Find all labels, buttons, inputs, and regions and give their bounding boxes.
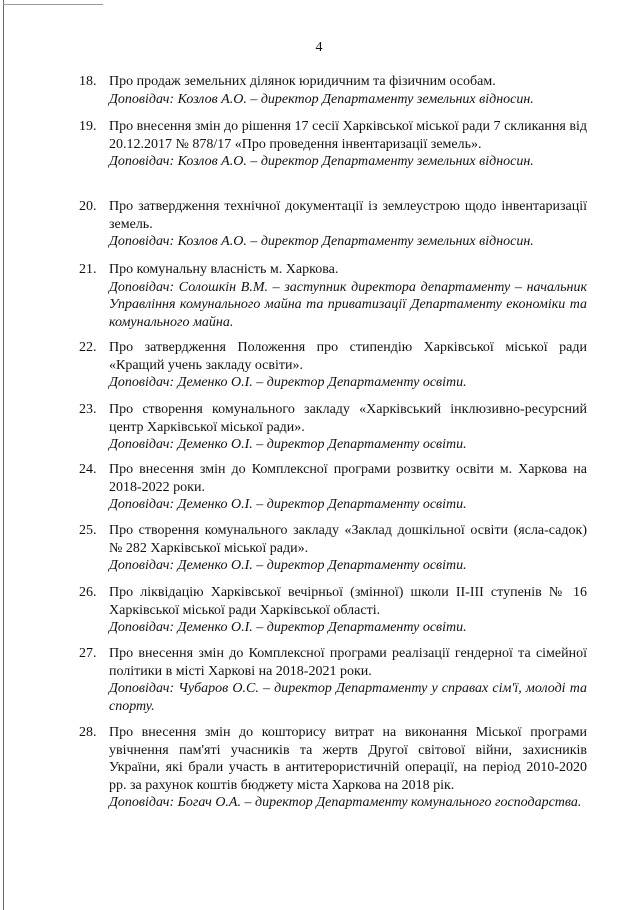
agenda-item-title: Про комунальну власність м. Харкова.: [109, 262, 339, 277]
agenda-item-title: Про внесення змін до рішення 17 сесії Харківської міської ради 7 скликання від 20.12.2017 № 878/17 «Про проведення інвентаризації земель».: [109, 119, 587, 152]
agenda-item-title: Про ліквідацію Харківської вечірньої (змінної) школи ІІ-ІІІ ступенів № 16 Харківської міської ради Харківської області.: [109, 585, 587, 618]
agenda-item-speaker: Доповідач: Чубаров О.С. – директор Департаменту у справах сім'ї, молоді та спорту.: [109, 681, 587, 714]
agenda-item-speaker: Доповідач: Деменко О.І. – директор Департаменту освіти.: [109, 620, 467, 635]
agenda-item-speaker: Доповідач: Козлов А.О. – директор Департаменту земельних відносин.: [109, 234, 534, 249]
scan-edge-left: [3, 0, 4, 910]
agenda-item: [79, 198, 587, 251]
agenda-item-number: 21.: [79, 262, 97, 277]
agenda-item: [79, 261, 587, 331]
agenda-item-speaker: Доповідач: Богач О.А. – директор Департаменту комунального господарства.: [109, 795, 582, 810]
scan-edge-top: [3, 4, 103, 5]
agenda-item: [79, 339, 587, 392]
agenda-item-title: Про внесення змін до Комплексної програми розвитку освіти м. Харкова на 2018-2022 роки.: [109, 462, 587, 495]
agenda-item-title: Про затвердження Положення про стипендію Харківської міської ради «Кращий учень закладу освіти».: [109, 340, 587, 373]
agenda-item-title: Про затвердження технічної документації із землеустрою щодо інвентаризації земель.: [109, 199, 587, 232]
agenda-item: [79, 118, 587, 171]
agenda-item-number: 22.: [79, 340, 97, 355]
agenda-item: [79, 584, 587, 637]
agenda-item-number: 25.: [79, 523, 97, 538]
agenda-item: [79, 461, 587, 514]
agenda-item: [79, 724, 587, 812]
agenda-item-speaker: Доповідач: Деменко О.І. – директор Департаменту освіти.: [109, 497, 467, 512]
agenda-item-number: 18.: [79, 74, 97, 89]
agenda-item: [79, 401, 587, 454]
agenda-item-speaker: Доповідач: Деменко О.І. – директор Департаменту освіти.: [109, 437, 467, 452]
agenda-item-title: Про створення комунального закладу «Харківський інклюзивно-ресурсний центр Харківської міської ради».: [109, 402, 587, 435]
agenda-item-number: 19.: [79, 119, 97, 134]
page-number: 4: [315, 40, 323, 55]
agenda-item-number: 23.: [79, 402, 97, 417]
agenda-item-speaker: Доповідач: Деменко О.І. – директор Департаменту освіти.: [109, 558, 467, 573]
agenda-item-number: 27.: [79, 646, 97, 661]
agenda-item-speaker: Доповідач: Козлов А.О. – директор Департаменту земельних відносин.: [109, 91, 534, 107]
agenda-item-title: Про внесення змін до кошторису витрат на виконання Міської програми увічнення пам'яті учасників та жертв Другої світової війни, захисників України, які брали участь в антитерористичній операції, на період 2010-2020 рр. за рахунок коштів бюджету міста Харкова на 2018 рік.: [109, 725, 587, 793]
agenda-item: [79, 645, 587, 715]
agenda-item-title: Про внесення змін до Комплексної програми реалізації гендерної та сімейної політики в місті Харкові на 2018-2021 роки.: [109, 646, 587, 679]
agenda-item-number: 24.: [79, 462, 97, 477]
agenda-item-speaker: Доповідач: Козлов А.О. – директор Департаменту земельних відносин.: [109, 154, 534, 169]
agenda-item-title: Про продаж земельних ділянок юридичним та фізичним особам.: [109, 74, 496, 89]
agenda-item: [79, 73, 587, 108]
agenda-item-speaker: Доповідач: Солошкін В.М. – заступник директора департаменту – начальник Управління комунального майна та приватизації Департаменту економіки та комунального майна.: [109, 279, 587, 330]
agenda-item-number: 26.: [79, 585, 97, 600]
agenda-item-speaker: Доповідач: Деменко О.І. – директор Департаменту освіти.: [109, 375, 467, 390]
agenda-item-number: 28.: [79, 725, 97, 740]
agenda-item: [79, 522, 587, 575]
agenda-item-number: 20.: [79, 199, 97, 214]
agenda-item-title: Про створення комунального закладу «Заклад дошкільної освіти (ясла-садок) № 282 Харківської міської ради».: [109, 523, 587, 556]
